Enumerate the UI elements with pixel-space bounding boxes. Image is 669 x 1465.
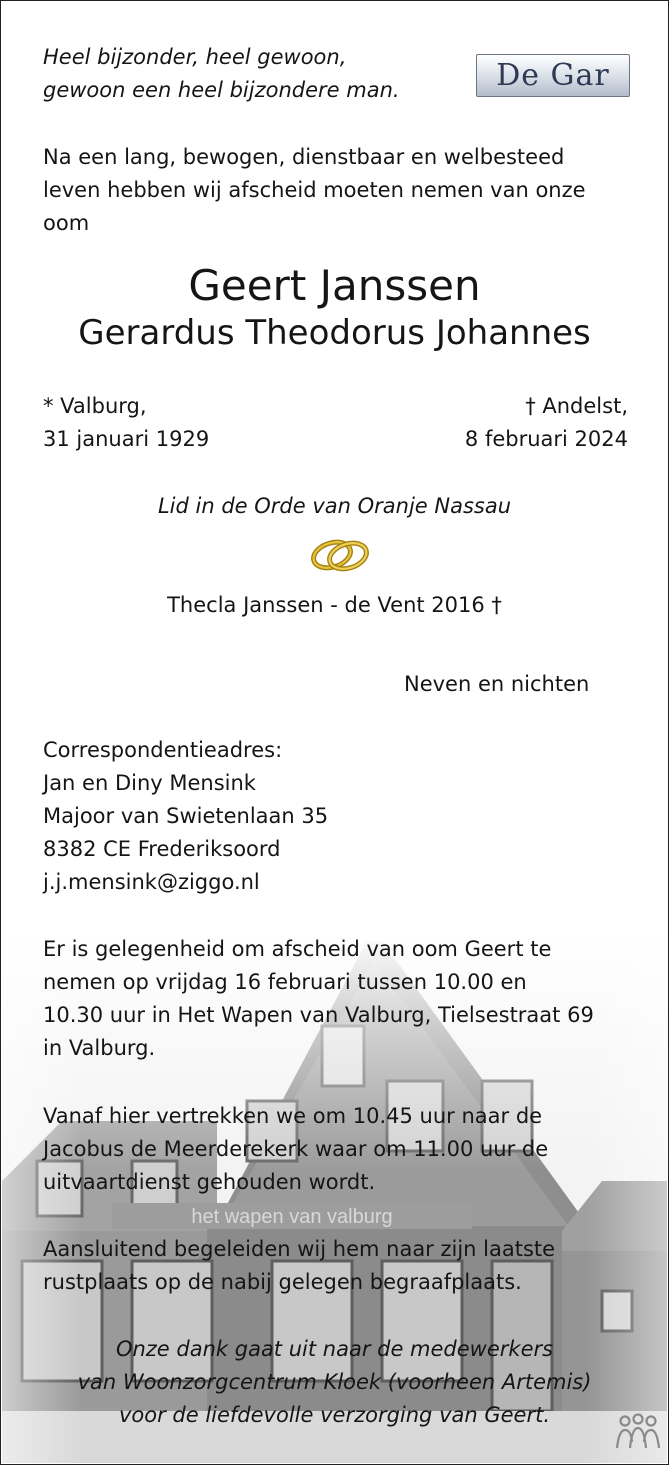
thanks-line-3: voor de liefdevolle verzorging van Geert.: [118, 1403, 551, 1427]
birth-place: * Valburg,: [43, 394, 147, 418]
correspondence-label: Correspondentieadres:: [43, 738, 283, 762]
wedding-rings-icon: [309, 536, 371, 574]
thanks-line-1: Onze dank gaat uit naar de medewerkers: [115, 1337, 554, 1361]
burial-line-2: rustplaats op de nabij gelegen begraafplaats.: [43, 1270, 522, 1294]
birth-date: 31 januari 1929: [43, 427, 210, 451]
service-line-3: uitvaartdienst gehouden wordt.: [43, 1170, 376, 1194]
deceased-name: Geert Janssen: [188, 261, 481, 310]
relatives-line: Neven en nichten: [404, 672, 590, 696]
verse-line-1: Heel bijzonder, heel gewoon,: [43, 45, 347, 69]
people-group-logo-icon: [613, 1412, 663, 1452]
correspondence-city: 8382 CE Frederiksoord: [43, 837, 281, 861]
honour-line: Lid in de Orde van Oranje Nassau: [157, 494, 512, 518]
death-place: † Andelst,: [525, 394, 628, 418]
deceased-full-name: Gerardus Theodorus Johannes: [78, 313, 591, 353]
intro-line-2: leven hebben wij afscheid moeten nemen van onze: [43, 178, 586, 202]
correspondence-email: j.j.mensink@ziggo.nl: [43, 870, 260, 894]
correspondence-names: Jan en Diny Mensink: [43, 771, 256, 795]
burial-line-1: Aansluitend begeleiden wij hem naar zijn laatste: [43, 1237, 556, 1261]
visitation-line-3: 10.30 uur in Het Wapen van Valburg, Tielsestraat 69: [43, 1003, 594, 1027]
spouse-line: Thecla Janssen - de Vent 2016 †: [167, 593, 502, 617]
intro-line-3: oom: [43, 211, 90, 235]
death-date: 8 februari 2024: [464, 427, 628, 451]
verse-line-2: gewoon een heel bijzondere man.: [43, 78, 400, 102]
publisher-logo: De Gar: [476, 54, 630, 97]
service-line-1: Vanaf hier vertrekken we om 10.45 uur naar de: [43, 1104, 543, 1128]
visitation-line-4: in Valburg.: [43, 1036, 156, 1060]
service-line-2: Jacobus de Meerderekerk waar om 11.00 uur de: [43, 1137, 549, 1161]
visitation-line-2: nemen op vrijdag 16 februari tussen 10.00 en: [43, 970, 527, 994]
thanks-line-2: van Woonzorgcentrum Kloek (voorheen Artemis): [77, 1370, 592, 1394]
visitation-line-1: Er is gelegenheid om afscheid van oom Geert te: [43, 937, 552, 961]
intro-line-1: Na een lang, bewogen, dienstbaar en welbesteed: [43, 145, 565, 169]
correspondence-street: Majoor van Swietenlaan 35: [43, 804, 329, 828]
